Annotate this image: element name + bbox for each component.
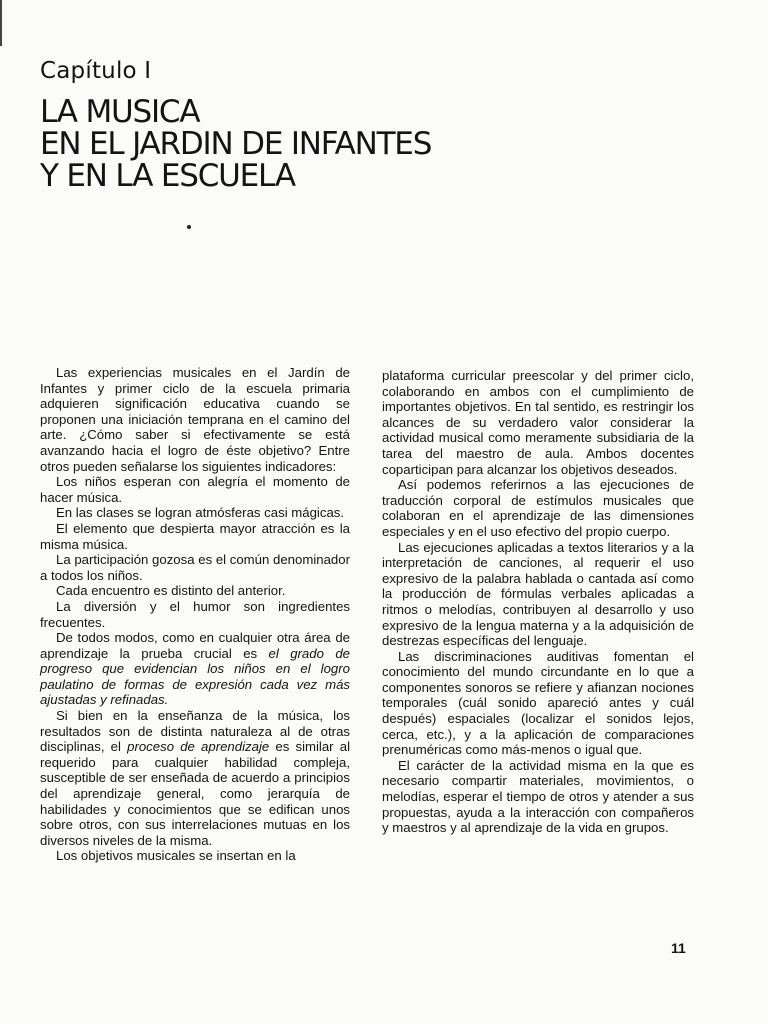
paragraph	[382, 758, 694, 836]
title-line-3: Y EN LA ESCUELA	[40, 158, 295, 194]
text-run: Las discriminaciones auditivas fomentan el conocimiento del mundo circundante en lo que a componentes sonoros se refiere y afianzan nociones temporales (cuál sonido apareció antes y cuál después) espaciales (localizar el sonidos lejos, cerca, etc.), y a la aplicación de comparaciones prenuméricas como más-menos o igual que.	[382, 648, 694, 758]
decorative-dot	[187, 225, 191, 229]
chapter-title	[40, 96, 431, 192]
text-run: De todos modos, como en cualquier otra área de aprendizaje la prueba crucial es	[40, 630, 350, 661]
paragraph	[40, 552, 350, 583]
text-run: Así podemos referirnos a las ejecuciones de traducción corporal de estímulos musicales que colaboran en el aprendizaje de las dimensiones especiales y en el uso efectivo del propio cuerpo.	[382, 477, 694, 539]
title-line-2: EN EL JARDIN DE INFANTES	[40, 126, 432, 162]
text-run: Las ejecuciones aplicadas a textos literarios y a la interpretación de canciones, al requerir el uso expresivo de la palabra hablada o cantada así como la producción de fórmulas verbales aplicadas a ritmos o melodías, contribuyen al desarrollo y uso expresivo de la lengua materna y a la adquisición de destrezas específicas del lenguaje.	[382, 539, 694, 649]
text-run: La diversión y el humor son ingredientes frecuentes.	[40, 598, 350, 630]
text-run: es similar al requerido para cualquier habilidad compleja, susceptible de ser enseñada de acuerdo a principios del aprendizaje general, como jerarquía de habilidades y conocimientos que se edifican unos sobre otros, con sus interrelaciones mutuas en los diversos niveles de la misma.	[40, 739, 351, 848]
emphasized-text: proceso de aprendizaje	[127, 739, 270, 755]
paragraph	[382, 477, 694, 539]
text-run: Los objetivos musicales se insertan en la	[56, 848, 296, 864]
chapter-label: Capítulo I	[40, 58, 152, 84]
paragraph	[40, 708, 350, 848]
paragraph	[40, 505, 350, 521]
paragraph	[40, 630, 350, 708]
text-run: En las clases se logran atmósferas casi mágicas.	[56, 505, 345, 521]
paragraph	[40, 848, 350, 864]
paragraph	[40, 521, 350, 552]
paragraph	[40, 599, 350, 630]
emphasized-text: el grado de progreso que evidencian los niños en el logro paulatino de formas de expresión cada vez más ajustadas y refinadas.	[40, 645, 350, 708]
paragraph	[382, 368, 694, 477]
paragraph	[40, 583, 350, 599]
text-run: Si bien en la enseñanza de la música, los resultados son de distinta naturaleza al de otras disciplinas, el	[40, 708, 350, 755]
left-text-column	[40, 365, 350, 864]
title-line-1: LA MUSICA	[40, 94, 200, 130]
text-run: Los niños esperan con alegría el momento de hacer música.	[40, 474, 350, 505]
text-run: Cada encuentro es distinto del anterior.	[56, 583, 286, 599]
page-edge-mark	[0, 0, 2, 46]
text-run: El carácter de la actividad misma en la que es necesario compartir materiales, movimientos, o melodías, esperar el tiempo de otros y atender a sus propuestas, ayuda a la interacción con compañeros y maestros y al aprendizaje de la vida en grupos.	[382, 757, 694, 836]
text-run: Las experiencias musicales en el Jardín de Infantes y primer ciclo de la escuela primaria adquieren significación educativa cuando se proponen una iniciación temprana en el camino del arte. ¿Cómo saber si efectivamente se está avanzando hacia el logro de éste objetivo? Entre otros pueden señalarse los siguientes indicadores:	[40, 365, 350, 474]
paragraph	[40, 365, 350, 474]
text-run: El elemento que despierta mayor atracción es la misma música.	[40, 520, 350, 552]
text-run: plataforma curricular preescolar y del primer ciclo, colaborando en ambos con el cumplimiento de importantes objetivos. En tal sentido, es restringir los alcances de su verdadero valor considerar la actividad musical como meramente subsidiaria de la tarea del maestro de aula. Ambos docentes coparticipan para alcanzar los objetivos deseados.	[382, 368, 694, 477]
text-run: La participación gozosa es el común denominador a todos los niños.	[40, 552, 350, 583]
paragraph	[382, 649, 694, 758]
page-number: 11	[671, 940, 686, 956]
paragraph	[40, 474, 350, 505]
paragraph	[382, 540, 694, 649]
right-text-column	[382, 368, 694, 836]
